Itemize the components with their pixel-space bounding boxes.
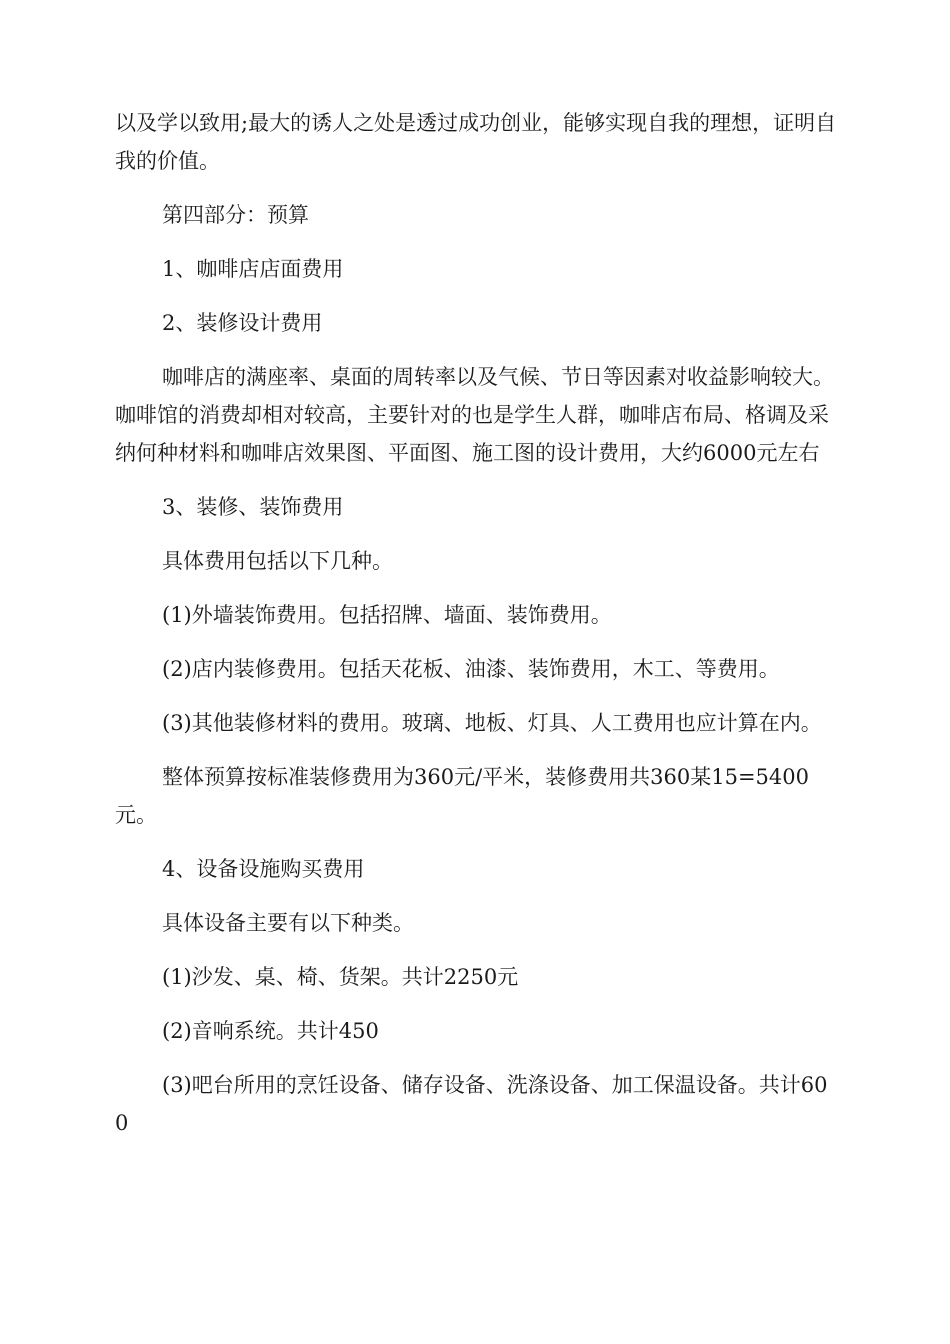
list-item-bar-equipment: (3)吧台所用的烹饪设备、储存设备、洗涤设备、加工保温设备。共计600 [115, 1073, 828, 1135]
list-item-interior: (2)店内装修费用。包括天花板、油漆、装饰费用，木工、等费用。 [162, 657, 780, 681]
paragraph-cost-types: 具体费用包括以下几种。 [162, 549, 393, 573]
list-item-furniture: (1)沙发、桌、椅、货架。共计2250元 [162, 965, 519, 989]
budget-item-1-heading: 1、咖啡店店面费用 [162, 257, 344, 281]
list-item-exterior: (1)外墙装饰费用。包括招牌、墙面、装饰费用。 [162, 603, 612, 627]
section-heading-budget: 第四部分：预算 [162, 203, 309, 227]
budget-item-2-heading: 2、装修设计费用 [162, 311, 323, 335]
paragraph-total-renovation: 整体预算按标准装修费用为360元/平米，装修费用共360某15=5400元。 [115, 765, 809, 827]
budget-item-4-heading: 4、设备设施购买费用 [162, 857, 365, 881]
paragraph-equipment-types: 具体设备主要有以下种类。 [162, 911, 414, 935]
paragraph-design-cost: 咖啡店的满座率、桌面的周转率以及气候、节日等因素对收益影响较大。咖啡馆的消费却相对较高，主要针对的也是学生人群，咖啡店布局、格调及采纳何种材料和咖啡店效果图、平面图、施工图的设计费用，大约6000元左右 [115, 365, 834, 465]
list-item-other-materials: (3)其他装修材料的费用。玻璃、地板、灯具、人工费用也应计算在内。 [162, 711, 822, 735]
list-item-audio: (2)音响系统。共计450 [162, 1019, 379, 1043]
paragraph-1: 以及学以致用;最大的诱人之处是透过成功创业，能够实现自我的理想，证明自我的价值。 [115, 111, 837, 173]
document-body [115, 104, 840, 1142]
budget-item-3-heading: 3、装修、装饰费用 [162, 495, 344, 519]
